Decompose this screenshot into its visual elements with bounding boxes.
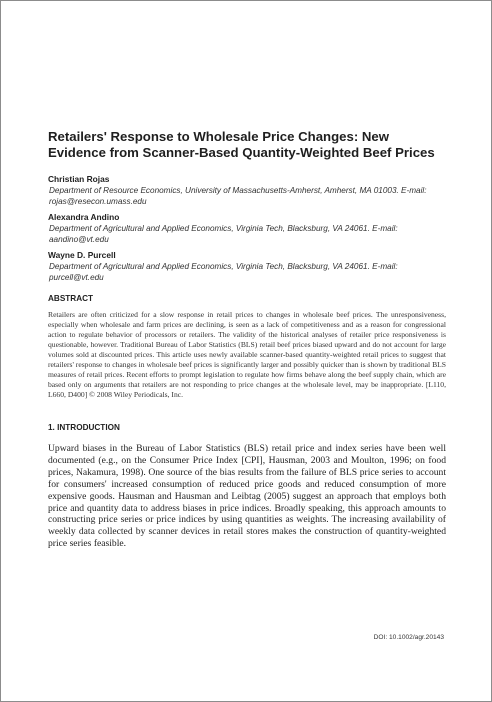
author-block: [48, 174, 446, 207]
introduction-heading: 1. INTRODUCTION: [48, 423, 120, 432]
author-affiliation: Department of Agricultural and Applied Economics, Virginia Tech, Blacksburg, VA 24061. E-mail: aandino@vt.edu: [49, 224, 398, 244]
author-list: [48, 174, 446, 283]
author-block: [48, 212, 446, 245]
author-affiliation: Department of Agricultural and Applied Economics, Virginia Tech, Blacksburg, VA 24061. E-mail: purcell@vt.edu: [49, 262, 398, 282]
paper-title: Retailers' Response to Wholesale Price Changes: New Evidence from Scanner-Based Quantity-Weighted Beef Prices: [48, 129, 435, 160]
page-content: [48, 129, 446, 550]
introduction-text: Upward biases in the Bureau of Labor Statistics (BLS) retail price and index series have been well documented (e.g., on the Consumer Price Index [CPI], Hausman, 2003 and Moulton, 1996; on food prices, Nakamura, 1998). One source of the bias results from the failure of BLS price series to account for consumers' increased consumption of reduced price goods and reduced consumption of more expensive goods. Hausman and Hausman and Leibtag (2005) suggest an approach that employs both price and quantity data to address biases in price indices. Broadly speaking, this approach amounts to constructing price series or price indices by using quantities as weights. The increasing availability of weekly data collected by scanner devices in retail stores makes the construction of quantity-weighted price series feasible.: [48, 443, 446, 550]
author-name: Christian Rojas: [48, 174, 110, 184]
author-name: Alexandra Andino: [48, 212, 120, 222]
author-block: [48, 250, 446, 283]
abstract-heading: ABSTRACT: [48, 294, 94, 303]
doi-footer: DOI: 10.1002/agr.20143: [373, 634, 444, 641]
abstract-text: Retailers are often criticized for a slow response in retail prices to changes in wholesale beef prices. The unresponsiveness, especially when wholesale and farm prices are declining, is seen as a lack of competitiveness and as a reason for congressional action to regulate behavior of processors or retailers. The validity of the historical analyses of retailer price responsiveness is questionable, however. Traditional Bureau of Labor Statistics (BLS) retail beef prices biased upward and do not account for large volumes sold at discounted prices. This article uses newly available scanner-based quantity-weighted retail prices to suggest that retailers' response to changes in wholesale beef prices is significantly larger and possibly quicker than is shown by traditional BLS measures of retail prices. Recent efforts to prompt legislation to regulate how firms behave along the beef supply chain, which are based only on arguments that retailers are not responding to price changes at the wholesale level, may be inappropriate. [L110, L660, D400] © 2008 Wiley Periodicals, Inc.: [48, 310, 446, 399]
author-affiliation: Department of Resource Economics, University of Massachusetts-Amherst, Amherst, MA 01003. E-mail: rojas@resecon.umass.edu: [49, 186, 427, 206]
author-name: Wayne D. Purcell: [48, 250, 116, 260]
